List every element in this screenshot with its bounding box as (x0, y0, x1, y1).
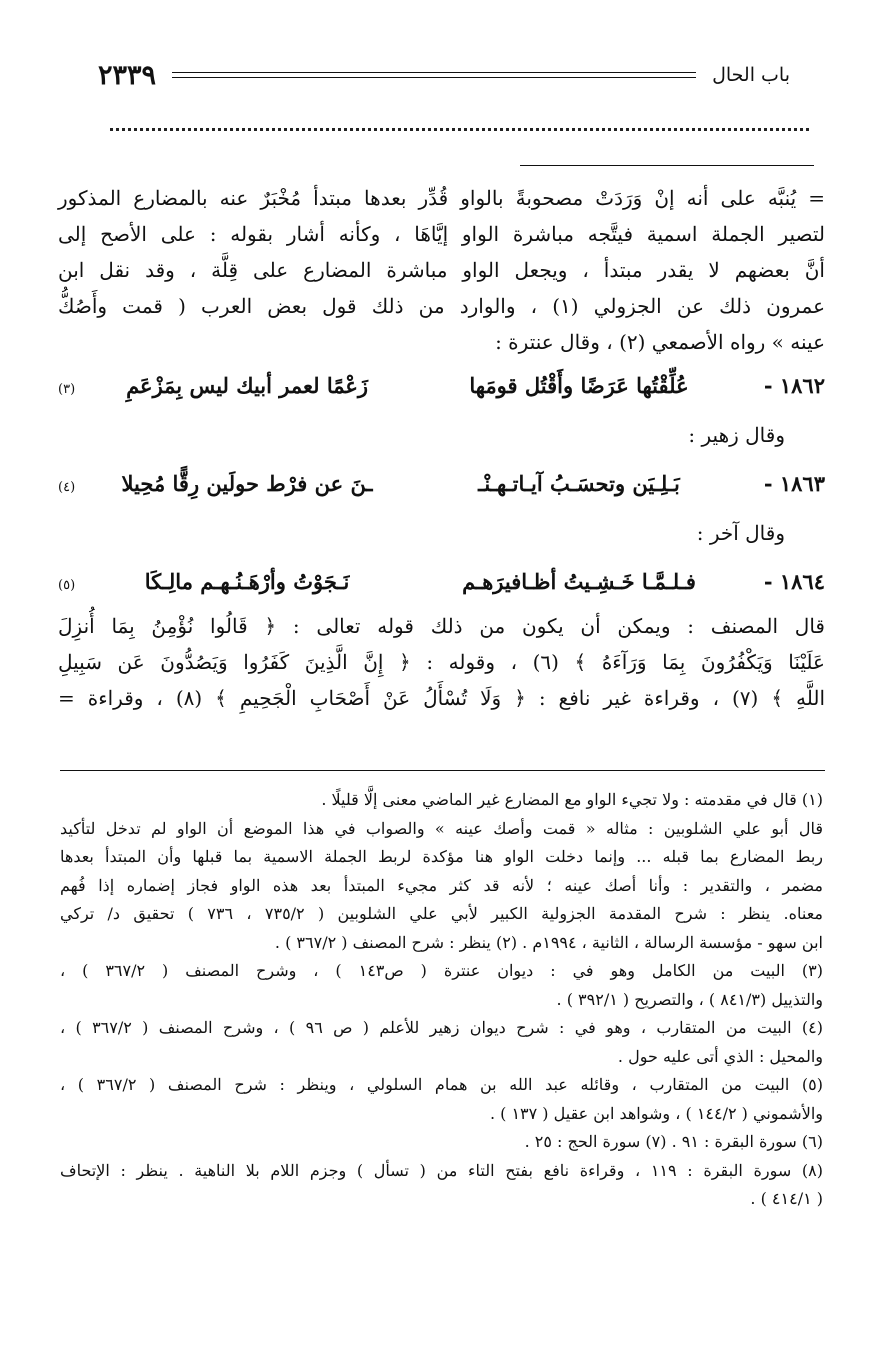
body-line: أنَّ بعضهم لا يقدر مبتدأ ، ويجعل الواو مباشرة المضارع على قِلَّة ، وقد نقل ابن (58, 258, 825, 282)
main-text (58, 180, 825, 716)
body-line: لتصير الجملة اسمية فيتَّجه مباشرة الواو إيَّاهَا ، وكأنه أشار بقوله : على الأصح إلى (58, 222, 825, 246)
footnote-line: والأشموني ( ١٤٤/٢ ) ، وشواهد ابن عقيل ( ١٣٧ ) . (489, 1103, 823, 1123)
footnote-rule (60, 770, 825, 771)
footnote-line: ربط المضارع بما قبله ... وإنما دخلت الواو هنا مؤكدة لربط الجملة الاسمية بما قبلها وأن المبتدأ بعدها (60, 847, 823, 866)
verse-number: ١٨٦٣ - (763, 471, 825, 496)
footnote-line: مضمر ، والتقدير : وأنا أصك عينه ؛ لأنه قد كثر مجيء المبتدأ بعد هذه الواو فجاز إضماره إذا فُهم (60, 875, 824, 895)
poetry-verse (58, 556, 825, 608)
verse-second-hemistich: زَعْمًا لعمر أبيك ليس بِمَزْعَمِ (126, 373, 369, 398)
footnote-marker: (٣) (58, 382, 76, 397)
verse-first-hemistich: فـلـمَّـا خَـشِـيتُ أظـافيرَهـم (462, 569, 696, 594)
poetry-verse (58, 360, 825, 412)
verse-second-hemistich: نَـجَوْتُ وأرْهَـنُـهـم مالِـكَا (144, 569, 350, 594)
verse-intro: وقال آخر : (696, 521, 785, 545)
body-line: عَلَيْنَا وَيَكْفُرُونَ بِمَا وَرَآءَهُ ﴾ (٦) ، وقوله : ﴿ إِنَّ الَّذِينَ كَفَرُوا وَيَصُدُّونَ عَن سَبِيلِ (58, 650, 825, 674)
dotted-separator (110, 128, 809, 143)
body-line: اللَّهِ ﴾ (٧) ، وقراءة غير نافع : ﴿ وَلَا تُسْأَلُ عَنْ أَصْحَابِ الْجَحِيمِ ﴾ (٨) ، وقراءة = (58, 686, 826, 710)
verse-first-hemistich: بَـلِـيَن وتحسَـبُ آيـاتـهـنْـ (478, 471, 680, 496)
footnote-line: (٣) البيت من الكامل وهو في : ديوان عنترة ( ص١٤٣ ) ، وشرح المصنف ( ٣٦٧/٢ ) ، (60, 961, 824, 980)
body-line: عينه » رواه الأصمعي (٢) ، وقال عنترة : (495, 330, 825, 354)
footnote-line: والتذييل (٨٤١/٣ ) ، والتصريح ( ٣٩٢/١ ) . (556, 989, 823, 1009)
header-rule (172, 72, 696, 78)
body-line: عمرون ذلك عن الجزولي (١) ، والوارد من ذلك قول بعض العرب ( قمت وأَصُكُّ (58, 294, 826, 318)
footnote-line: (٤) البيت من المتقارب ، وهو في : شرح ديوان زهير للأعلم ( ص ٩٦ ) ، وشرح المصنف ( ٣٦٧/٢ ) ، (60, 1018, 824, 1037)
footnotes (60, 786, 823, 1214)
footnote-line: قال أبو علي الشلوبين : مثاله « قمت وأصك عينه » والصواب في هذا الموضع أن الواو لم تدخل لتأكيد (60, 818, 823, 838)
footnote-marker: (٤) (58, 480, 76, 495)
footnote-line: (٥) البيت من المتقارب ، وقائله عبد الله بن همام السلولي ، وينظر : شرح المصنف ( ٣٦٧/٢ ) ، (60, 1075, 823, 1094)
verse-intro: وقال زهير : (688, 423, 785, 447)
section-rule (520, 165, 814, 166)
page-number: ٢٣٣٩ (98, 59, 157, 91)
footnote-line: (١) قال في مقدمته : ولا تجيء الواو مع المضارع غير الماضي معنى إلَّا قليلًا . (321, 790, 823, 809)
body-line: = يُنبَّه على أنه إنْ وَرَدَتْ مصحوبةً بالواو قُدِّر بعدها مبتدأ مُخْبَرٌ عنه بالمضارع المذكور (58, 186, 825, 210)
footnote-marker: (٥) (58, 578, 76, 593)
verse-number: ١٨٦٢ - (763, 373, 825, 398)
footnote-line: (٦) سورة البقرة : ٩١ . (٧) سورة الحج : ٢٥ . (524, 1132, 823, 1151)
verse-second-hemistich: ـنَ عن فرْط حولَين رِقًّا مُحِيلا (121, 471, 373, 496)
chapter-title: باب الحال (712, 64, 790, 86)
verse-first-hemistich: عُلِّقْتُها عَرَضًا وأَقْتُل قومَها (469, 373, 689, 398)
footnote-line: معناه. ينظر : شرح المقدمة الجزولية الكبير لأبي علي الشلوبين ( ٧٣٥/٢ ، ٧٣٦ ) تحقيق د/ تركي (60, 904, 824, 923)
poetry-verse (58, 458, 825, 510)
body-line: قال المصنف : ويمكن أن يكون من ذلك قوله تعالى : ﴿ قَالُوا نُؤْمِنُ بِمَا أُنزِلَ (58, 614, 825, 638)
verse-number: ١٨٦٤ - (763, 569, 825, 594)
footnote-line: ابن سهو - مؤسسة الرسالة ، الثانية ، ١٩٩٤م . (٢) ينظر : شرح المصنف ( ٣٦٧/٢ ) . (274, 932, 823, 952)
footnote-line: (٨) سورة البقرة : ١١٩ ، وقراءة نافع بفتح التاء من ( تسأل ) وجزم اللام بلا الناهية . ينظر : الإتحاف (60, 1160, 823, 1180)
running-header (98, 58, 790, 92)
footnote-line: ( ٤١٤/١ ) . (750, 1189, 823, 1208)
footnote-line: والمحيل : الذي أتى عليه حول . (617, 1046, 823, 1066)
